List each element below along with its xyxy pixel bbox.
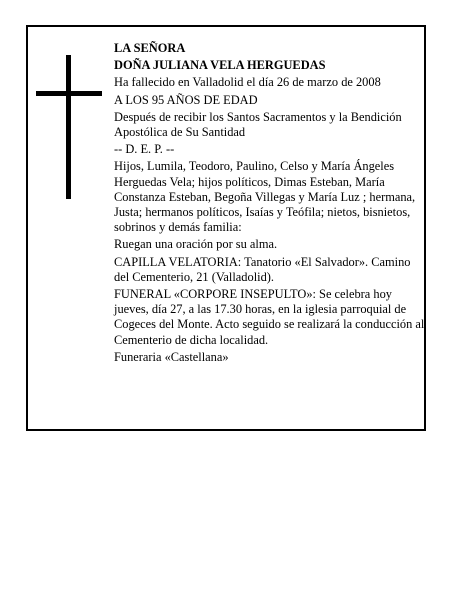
rip-line: -- D. E. P. -- [114,142,175,157]
prayer-line: Ruegan una oración por su alma. [114,237,278,252]
funeral-paragraph: FUNERAL «CORPORE INSEPULTO»: Se celebra hoy jueves, día 27, a las 17.30 horas, en la iglesia parroquial de Cogeces del Monte. Acto seguido se realizará la conducción al Cementerio de dicha localidad. [114,287,425,347]
obituary-notice [26,25,426,431]
cross-icon [36,55,102,199]
age-line: A LOS 95 AÑOS DE EDAD [114,92,258,107]
chapel-paragraph: CAPILLA VELATORIA: Tanatorio «El Salvador». Camino del Cementerio, 21 (Valladolid). [114,254,411,284]
deceased-name: DOÑA JULIANA VELA HERGUEDAS [114,58,326,73]
death-line: Ha fallecido en Valladolid el día 26 de marzo de 2008 [114,75,381,90]
notice-title: LA SEÑORA [114,41,186,55]
sacraments-line: Después de recibir los Santos Sacramentos y la Bendición Apostólica de Su Santidad [114,109,402,140]
obituary-text [114,41,426,367]
funeral-home: Funeraria «Castellana» [114,349,229,364]
family-paragraph: Hijos, Lumila, Teodoro, Paulino, Celso y María Ángeles Herguedas Vela; hijos políticos, Dimas Esteban, María Constanza Esteban, Begoña Villegas y María Luz ; hermana, Justa; hermanos políticos, Isaías y Teófila; nietos, bisnietos, sobrinos y demás familia: [114,159,416,235]
